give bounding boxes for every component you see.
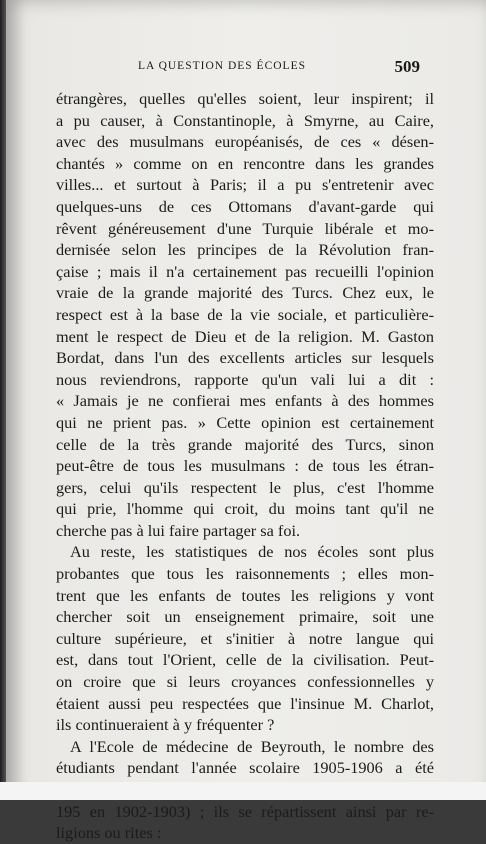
running-title: LA QUESTION DES ÉCOLES <box>138 60 306 72</box>
text-line: on croire que si leurs croyances confessionnelles y <box>56 672 434 692</box>
text-line: qui prie, l'homme qui croit, du moins tant qu'il ne <box>56 499 434 519</box>
text-line: Bordat, dans l'un des excellents articles sur lesquels <box>56 348 434 368</box>
text-line: étudiants pendant l'année scolaire 1905-1906 a été <box>56 758 434 778</box>
text-line: chantés » comme on en rencontre dans les grandes <box>56 153 434 173</box>
text-line: A l'Ecole de médecine de Beyrouth, le nombre des <box>70 736 434 756</box>
page-header <box>130 57 420 80</box>
text-line: ment le respect de Dieu et de la religion. M. Gaston <box>56 326 434 346</box>
text-line: a pu causer, à Constantinople, à Smyrne, au Caire, <box>56 110 434 130</box>
text-line: respect est à la base de la vie sociale, et particulière- <box>56 304 434 324</box>
paragraph <box>56 541 434 735</box>
text-line: avec des musulmans européanisés, de ces « désen- <box>56 132 434 152</box>
text-line: vraie de la grande majorité des Turcs. Chez eux, le <box>56 283 434 303</box>
text-line: gers, celui qu'ils respectent le plus, c'est l'homme <box>56 477 434 497</box>
text-line: trent que les enfants de toutes les religions y vont <box>56 585 434 605</box>
text-line: qui ne prient pas. » Cette opinion est certainement <box>56 412 434 432</box>
text-line: quelques-uns de ces Ottomans d'avant-garde qui <box>56 196 434 216</box>
text-line: culture supérieure, et s'initier à notre langue qui <box>56 628 434 648</box>
text-line: chercher soit un enseignement primaire, soit une <box>56 607 434 627</box>
text-line: villes... et surtout à Paris; il a pu s'entretenir avec <box>56 175 434 195</box>
text-line: Au reste, les statistiques de nos écoles sont plus <box>70 542 434 562</box>
text-line: dernisée selon les principes de la Révolution fran- <box>56 240 434 260</box>
scan-margin <box>0 782 486 800</box>
text-line: 195 en 1902-1903) ; ils se répartissent ainsi par re- <box>56 801 434 821</box>
text-line: peut-être de tous les musulmans : de tous les étran- <box>56 456 434 476</box>
paragraph <box>56 88 434 541</box>
page-number: 509 <box>394 57 420 76</box>
text-line: celle de la très grande majorité des Turcs, sinon <box>56 434 434 454</box>
text-line: probantes que tous les raisonnements ; elles mon- <box>56 564 434 584</box>
text-line: rêvent généreusement d'une Turquie libérale et mo- <box>56 218 434 238</box>
text-line: cherche pas à lui faire partager sa foi. <box>56 520 301 540</box>
text-line: ligions ou rites : <box>56 823 162 843</box>
text-line: étrangères, quelles qu'elles soient, leur inspirent; il <box>56 89 434 108</box>
text-line: est, dans tout l'Orient, celle de la civilisation. Peut- <box>56 650 434 670</box>
text-line: ils continueraient à y fréquenter ? <box>56 715 275 735</box>
text-line: nous reviendrons, rapporte qu'un vali lui a dit : <box>56 369 434 389</box>
text-line: étaient aussi peu respectées que l'insinue M. Charlot, <box>56 693 434 713</box>
body-text <box>56 88 434 844</box>
text-line: « Jamais je ne confierai mes enfants à des hommes <box>56 391 434 411</box>
text-line: çaise ; mais il n'a certainement pas recueilli l'opinion <box>56 261 434 281</box>
